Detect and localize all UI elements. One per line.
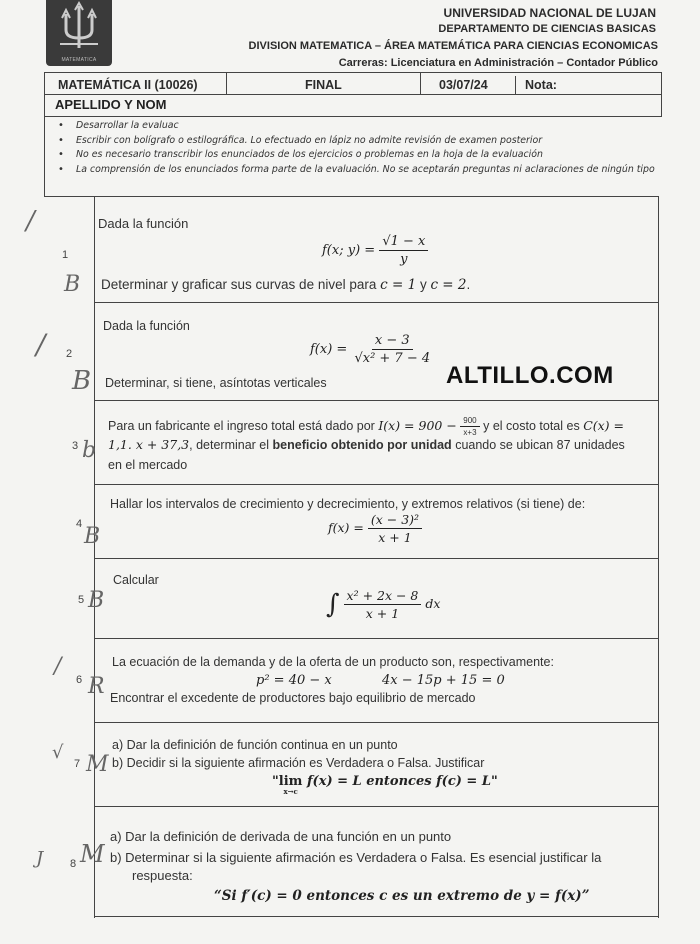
exercise-part-a: a) Dar la definición de derivada de una función en un punto — [110, 829, 452, 844]
row-border — [94, 400, 658, 401]
exam-type: FINAL — [305, 78, 342, 92]
exercise-task: Determinar y graficar sus curvas de nivel para c = 1 y c = 2. — [101, 277, 471, 293]
supply-equation: 4x − 15p + 15 = 0 — [382, 673, 505, 688]
title-row-border — [44, 94, 662, 95]
exercise-number: 1 — [62, 249, 69, 261]
handwritten-mark: M — [80, 840, 105, 868]
exercise-part-b: b) Decidir si la siguiente afirmación es Verdadera o Falsa. Justificar — [112, 756, 485, 770]
row-border — [94, 558, 658, 559]
exercise-number: 6 — [76, 674, 83, 686]
exercise-part-b: b) Determinar si la siguiente afirmación es Verdadera o Falsa. Es esencial justificar la — [110, 850, 602, 865]
table-top-border — [44, 72, 662, 73]
exercise-intro: Dada la función — [103, 319, 190, 333]
name-row-border — [44, 116, 662, 117]
handwritten-mark: R — [88, 674, 105, 699]
derivative-statement: “Si f′(c) = 0 entonces c es un extremo de y = f(x)” — [214, 888, 590, 904]
number-column-border — [94, 196, 95, 918]
exercise-text: Para un fabricante el ingreso total está dado por I(x) = 900 − $\frac{900}{x+3}$ y el costo total es C(x) = — [108, 416, 625, 437]
exercise-text: 1,1. x + 37,3, determinar el beneficio obtenido por unidad cuando se ubican 87 unidades — [108, 437, 625, 452]
logo-caption: MATEMATICA — [61, 57, 97, 63]
row-border — [44, 196, 658, 197]
cell-divider — [515, 76, 516, 94]
grade-label: Nota: — [525, 78, 557, 92]
instruction-item: • No es necesario transcribir los enunciados de los ejercicios o problemas en la hoja de la evaluación — [56, 148, 666, 163]
exercise-number: 7 — [74, 758, 81, 770]
exercise-task: Encontrar el excedente de productores bajo equilibrio de mercado — [110, 691, 476, 705]
exercise-number: 5 — [78, 594, 85, 606]
handwritten-mark: √ — [52, 742, 64, 763]
right-border — [658, 196, 659, 918]
left-border — [44, 72, 45, 196]
function-formula: f(x) = $\frac{\text{(x − 3)²}}{x + 1}$ — [328, 512, 422, 545]
function-formula: f(x; y) = $\frac{√1 - x}{y}$ — [322, 234, 428, 267]
subject-title: MATEMÁTICA II (10026) — [58, 78, 198, 92]
exercise-intro: Dada la función — [98, 216, 189, 231]
exercise-task: Determinar, si tiene, asíntotas verticales — [105, 376, 327, 390]
handwritten-mark: M — [86, 752, 109, 777]
handwritten-mark: J — [36, 848, 44, 869]
exercise-number: 3 — [72, 440, 79, 452]
cell-divider — [226, 72, 227, 94]
instructions-list — [56, 119, 666, 177]
handwritten-mark: B — [72, 366, 92, 396]
instruction-item: • Escribir con bolígrafo o estilográfica. Lo efectuado en lápiz no admite revisión de examen posterior — [56, 134, 666, 149]
row-border — [94, 638, 658, 639]
name-label: APELLIDO Y NOM — [55, 97, 167, 112]
exam-date: 03/07/24 — [439, 78, 488, 92]
instruction-item: • La comprensión de los enunciados forma parte de la evaluación. No se aceptarán preguntas ni aclaraciones de ningún tipo — [56, 163, 666, 178]
right-border — [661, 72, 662, 116]
handwritten-mark: / — [26, 206, 35, 236]
exercise-text: en el mercado — [108, 458, 188, 472]
handwritten-mark: / — [36, 328, 46, 361]
exercise-number: 2 — [66, 348, 73, 360]
watermark: ALTILLO.COM — [446, 362, 614, 389]
division-name: DIVISION MATEMATICA – ÁREA MATEMÁTICA PARA CIENCIAS ECONOMICAS — [248, 40, 658, 52]
integral-formula: ∫ $\frac{\text{x² + 2x − 8}}{x + 1}$ dx — [326, 588, 441, 621]
university-name: UNIVERSIDAD NACIONAL DE LUJAN — [443, 6, 656, 20]
exercise-intro: La ecuación de la demanda y de la oferta de un producto son, respectivamente: — [112, 655, 554, 669]
row-border — [94, 484, 658, 485]
row-border — [94, 806, 658, 807]
university-logo — [46, 0, 112, 66]
handwritten-mark: B — [84, 524, 101, 549]
handwritten-mark: / — [54, 654, 62, 679]
row-border — [94, 722, 658, 723]
exercise-number: 4 — [76, 518, 83, 530]
handwritten-mark: b — [82, 438, 97, 463]
row-border — [94, 916, 658, 917]
department-name: DEPARTAMENTO DE CIENCIAS BASICAS — [438, 23, 656, 35]
row-border — [94, 302, 658, 303]
exercise-part-b-continued: respuesta: — [132, 868, 193, 883]
handwritten-mark: B — [88, 588, 105, 613]
limit-statement: " lim x→c f(x) = L entonces f(c) = L" — [272, 774, 498, 796]
function-formula: f(x) = $\frac{x - 3}{\text{√x² + 7 − 4}}$ — [310, 333, 431, 366]
cell-divider — [420, 72, 421, 94]
instruction-item: • Desarrollar la evaluac — [56, 119, 666, 134]
exercise-intro: Hallar los intervalos de crecimiento y decrecimiento, y extremos relativos (si tiene) de: — [110, 497, 586, 511]
handwritten-mark: B — [64, 272, 81, 297]
careers: Carreras: Licenciatura en Administración – Contador Público — [338, 57, 658, 69]
exercise-intro: Calcular — [113, 573, 159, 587]
demand-equation: p² = 40 − x — [256, 673, 332, 688]
exercise-part-a: a) Dar la definición de función continua en un punto — [112, 738, 398, 752]
exercise-number: 8 — [70, 858, 77, 870]
